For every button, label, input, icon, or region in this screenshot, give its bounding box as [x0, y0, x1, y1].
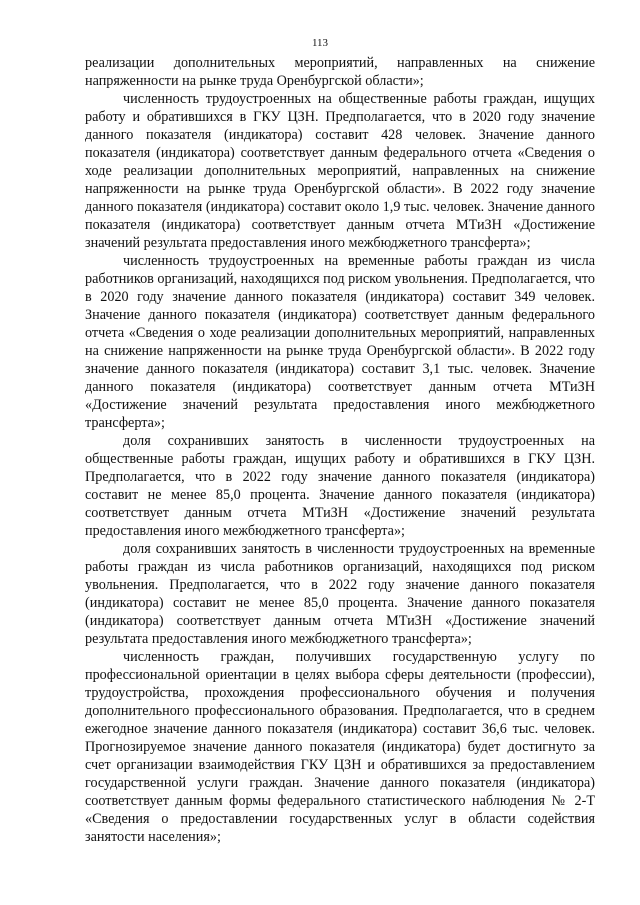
paragraph-career-guidance: численность граждан, получивших государственную услугу по профессиональной ориентации в целях выбора сферы деятельности (профессии), трудоустройства, прохождения профессионального обучения и получения дополнительного профессионального образования. Предполагается, что в среднем ежегодное значение данного показателя (индикатора) составит 36,6 тыс. человек. Прогнозируемое значение данного показателя (индикатора) будет достигнуто за счет организации взаимодействия ГКУ ЦЗН и обратившихся за предоставлением государственной услуги граждан. Значение данного показателя (индикатора) соответствует данным формы федерального статистического наблюдения № 2-Т «Сведения о предоставлении государственных услуг в области содействия занятости населения»;: [85, 649, 595, 845]
paragraph-continuation: реализации дополнительных мероприятий, направленных на снижение напряженности на рынке труда Оренбургской области»;: [85, 55, 595, 89]
page-number: 113: [311, 37, 329, 49]
paragraph-temporary-works-retention: доля сохранивших занятость в численности трудоустроенных на временные работы граждан из числа работников организаций, находящихся под риском увольнения. Предполагается, что в 2022 году значение данного показателя (индикатора) составит не менее 85,0 процента. Значение данного показателя (индикатора) соответствует данным отчета МТиЗН «Достижение значений результата предоставления иного межбюджетного трансферта»;: [85, 541, 595, 647]
document-body: [85, 54, 595, 846]
paragraph-public-works-retention: доля сохранивших занятость в численности трудоустроенных на общественные работы граждан, ищущих работу и обратившихся в ГКУ ЦЗН. Предполагается, что в 2022 году значение данного показателя (индикатора) составит не менее 85,0 процента. Значение данного показателя (индикатора) соответствует данным отчета МТиЗН «Достижение значений результата предоставления иного межбюджетного трансферта»;: [85, 433, 595, 539]
paragraph-temporary-works-employment: численность трудоустроенных на временные работы граждан из числа работников организаций, находящихся под риском увольнения. Предполагается, что в 2020 году значение данного показателя (индикатора) составит 349 человек. Значение данного показателя (индикатора) соответствует данным федерального отчета «Сведения о ходе реализации дополнительных мероприятий, направленных на снижение напряженности на рынке труда Оренбургской области». В 2022 году значение данного показателя (индикатора) составит 3,1 тыс. человек. Значение данного показателя (индикатора) соответствует данным отчета МТиЗН «Достижение значений результата предоставления иного межбюджетного трансферта»;: [85, 253, 595, 431]
paragraph-public-works-employment: численность трудоустроенных на общественные работы граждан, ищущих работу и обратившихся в ГКУ ЦЗН. Предполагается, что в 2020 году значение данного показателя (индикатора) составит 428 человек. Значение данного показателя (индикатора) соответствует данным федерального отчета «Сведения о ходе реализации дополнительных мероприятий, направленных на снижение напряженности на рынке труда Оренбургской области». В 2022 году значение данного показателя (индикатора) составит около 1,9 тыс. человек. Значение данного показателя (индикатора) соответствует данным отчета МТиЗН «Достижение значений результата предоставления иного межбюджетного трансферта»;: [85, 91, 595, 251]
